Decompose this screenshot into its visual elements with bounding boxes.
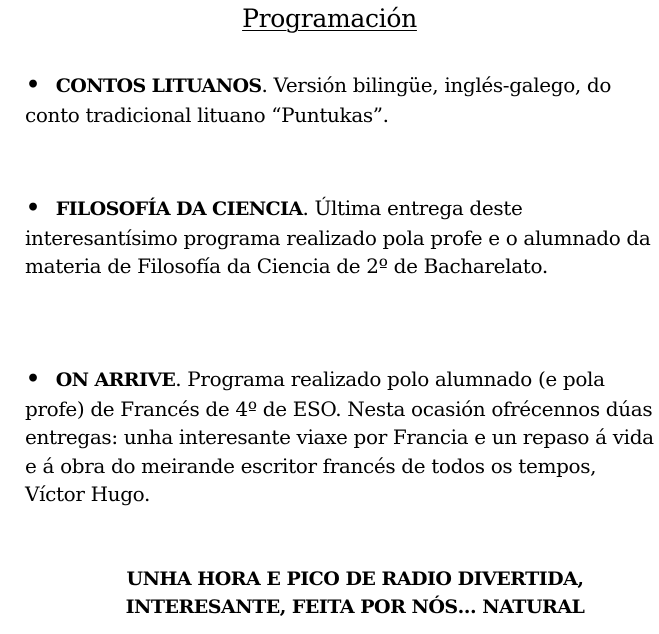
program-item-description: . Última entrega deste interesantísimo programa realizado pola profe e o alumnado da materia de Filosofía da Ciencia de 2º de Bacharelato.	[25, 196, 651, 278]
program-item-contos-lituanos	[25, 71, 655, 129]
program-item-title: CONTOS LITUANOS	[55, 75, 262, 97]
program-item-on-arrive	[25, 365, 655, 509]
bullet-icon: •	[26, 195, 40, 221]
program-item-title: FILOSOFÍA DA CIENCIA	[55, 198, 303, 220]
bullet-icon: •	[26, 72, 40, 98]
program-item-title: ON ARRIVE	[55, 369, 176, 391]
program-item-filosofia-da-ciencia	[25, 194, 655, 281]
footer-line-2: INTERESANTE, FEITA POR NÓS… NATURAL	[125, 596, 585, 618]
program-item-description: . Versión bilingüe, inglés-galego, do conto tradicional lituano “Puntukas”.	[25, 73, 612, 127]
program-item-description: . Programa realizado polo alumnado (e pola profe) de Francés de 4º de ESO. Nesta ocasión ofrécennos dúas entregas: unha interesante viaxe por Francia e un repaso á vida e á obra do meirande escritor francés de todos os tempos, Víctor Hugo.	[25, 367, 654, 506]
page-title: Programación	[242, 4, 417, 33]
footer-slogan	[0, 565, 659, 621]
bullet-icon: •	[26, 366, 40, 392]
footer-line-1: UNHA HORA E PICO DE RADIO DIVERTIDA,	[126, 568, 584, 590]
